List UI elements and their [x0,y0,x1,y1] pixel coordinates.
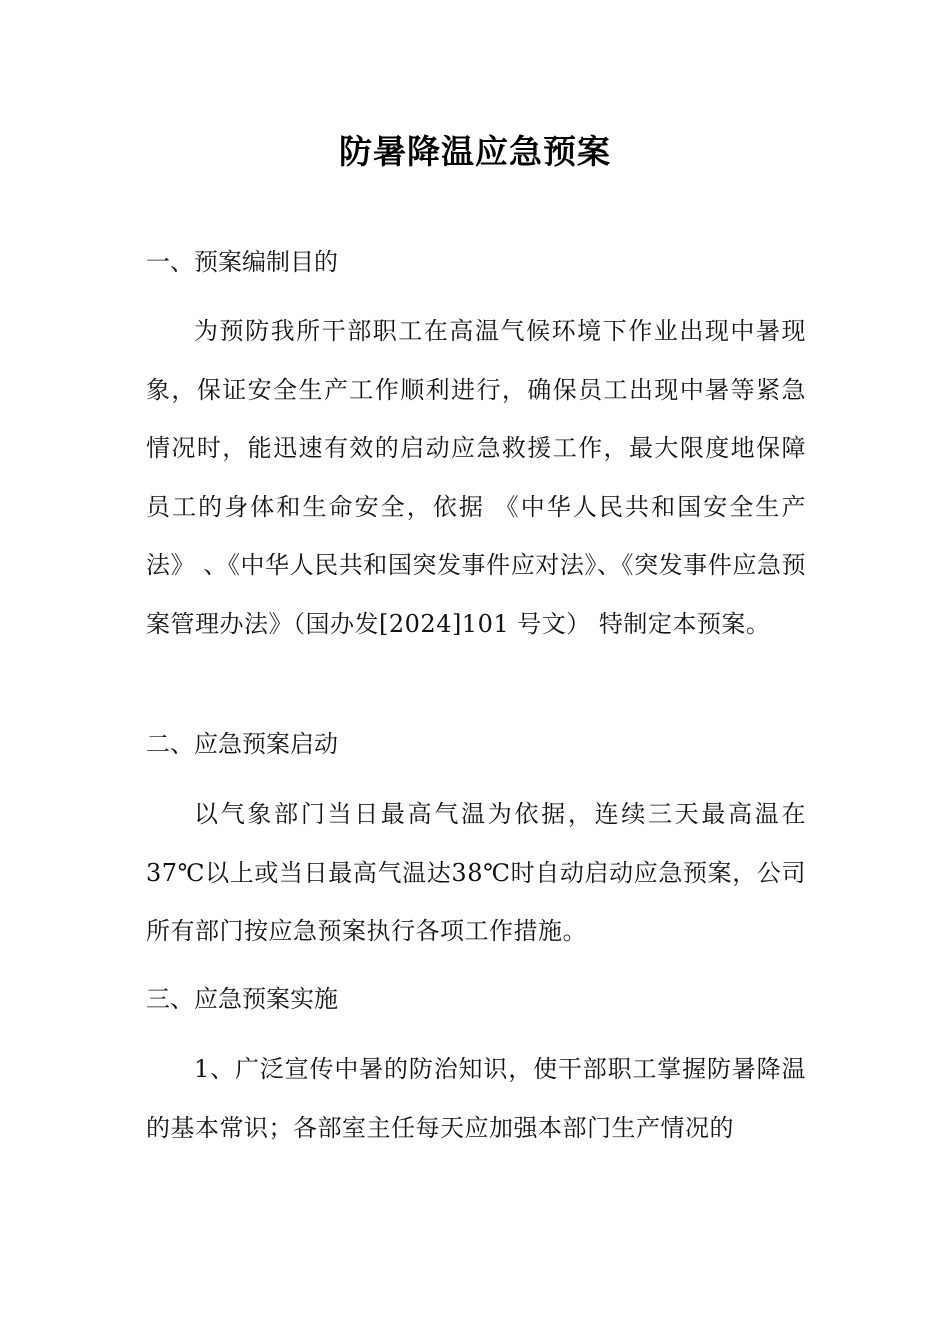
section-heading-purpose: 一、预案编制目的 [146,248,338,276]
section-heading-activation: 二、应急预案启动 [146,730,338,758]
section-paragraph-activation: 以气象部门当日最高气温为依据，连续三天最高温在37℃以上或当日最高气温达38℃时自动启动应急预案，公司所有部门按应急预案执行各项工作措施。 [146,800,806,945]
section-heading-implementation: 三、应急预案实施 [146,985,338,1013]
section-paragraph-implementation: 1、广泛宣传中暑的防治知识，使干部职工掌握防暑降温的基本常识；各部室主任每天应加强本部门生产情况的 [146,1055,806,1142]
document-title: 防暑降温应急预案 [339,132,611,171]
section-paragraph-purpose: 为预防我所干部职工在高温气候环境下作业出现中暑现象，保证安全生产工作顺利进行，确保员工出现中暑等紧急情况时，能迅速有效的启动应急救援工作，最大限度地保障员工的身体和生命安全，依据 《中华人民共和国安全生产法》 、《中华人民共和国突发事件应对法》、《突发事件应急预案管理办法》（国办发[2024]101 号文） 特制定本预案。 [146,317,806,638]
